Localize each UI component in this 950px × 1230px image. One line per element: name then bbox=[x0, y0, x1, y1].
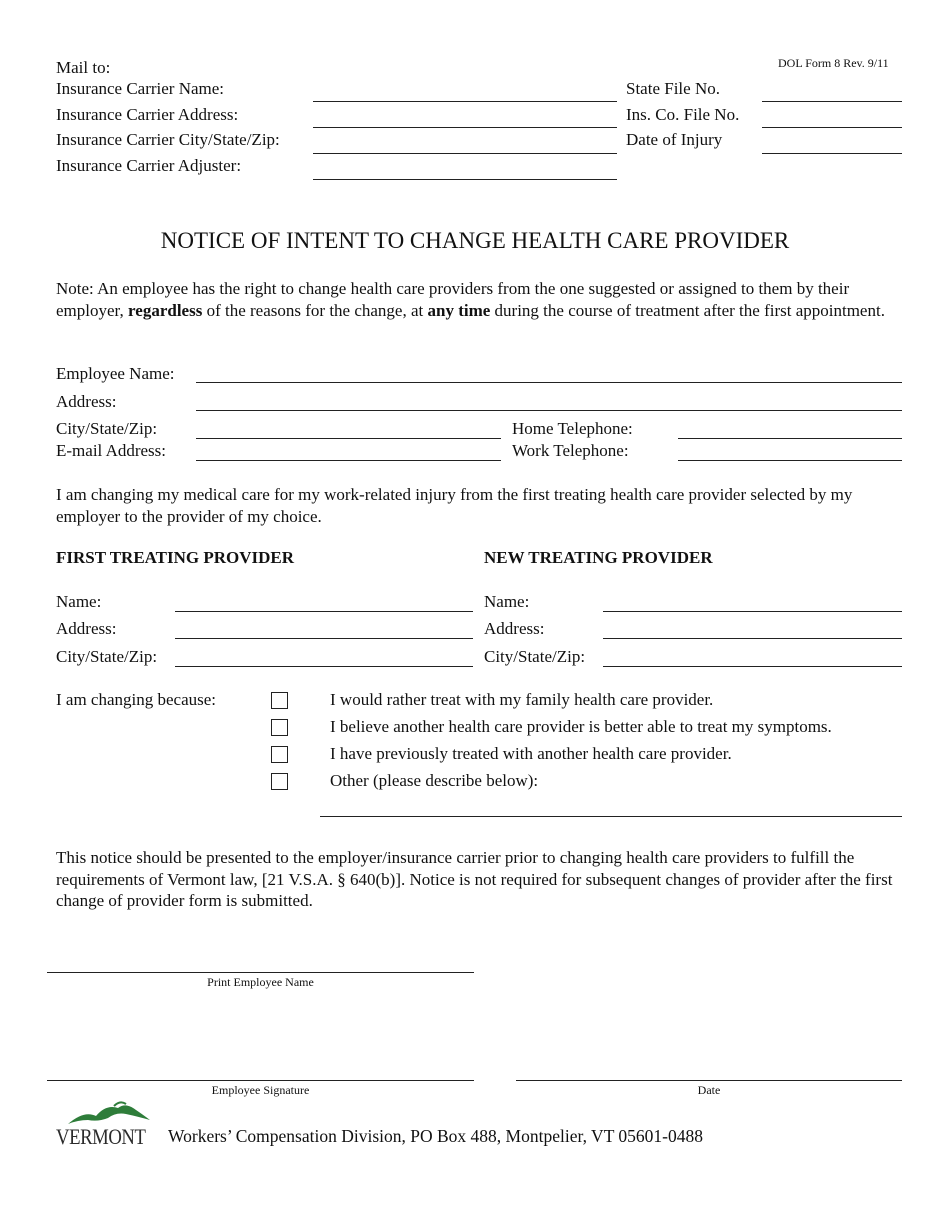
state-file-label: State File No. bbox=[626, 79, 720, 98]
new-provider-address-label: Address: bbox=[484, 619, 545, 638]
carrier-name-label: Insurance Carrier Name: bbox=[56, 79, 225, 98]
first-provider-name-label: Name: bbox=[56, 592, 102, 611]
first-provider-city-label: City/State/Zip: bbox=[56, 647, 158, 666]
carrier-name-field[interactable] bbox=[313, 101, 617, 102]
first-provider-heading: FIRST TREATING PROVIDER bbox=[56, 548, 295, 567]
date-caption: Date bbox=[697, 1083, 721, 1097]
first-provider-city-field[interactable] bbox=[175, 666, 473, 667]
new-provider-city-label: City/State/Zip: bbox=[484, 647, 586, 666]
work-phone-field[interactable] bbox=[678, 460, 902, 461]
carrier-city-label: Insurance Carrier City/State/Zip: bbox=[56, 130, 280, 149]
reason-family-label: I would rather treat with my family health care provider. bbox=[330, 690, 714, 709]
reason-family-checkbox[interactable] bbox=[271, 692, 288, 709]
new-provider-city-field[interactable] bbox=[603, 666, 902, 667]
new-provider-address-field[interactable] bbox=[603, 638, 902, 639]
print-name-field[interactable] bbox=[47, 972, 474, 973]
reason-other-checkbox[interactable] bbox=[271, 773, 288, 790]
reason-previous-provider-label: I have previously treated with another health care provider. bbox=[330, 744, 732, 763]
state-file-field[interactable] bbox=[762, 101, 902, 102]
reasons-label: I am changing because: bbox=[56, 690, 217, 709]
employee-name-field[interactable] bbox=[196, 382, 902, 383]
employee-address-field[interactable] bbox=[196, 410, 902, 411]
footer-address: Workers’ Compensation Division, PO Box 488, Montpelier, VT 05601-0488 bbox=[168, 1126, 704, 1146]
ins-co-file-field[interactable] bbox=[762, 127, 902, 128]
reason-previous-provider-checkbox[interactable] bbox=[271, 746, 288, 763]
home-phone-field[interactable] bbox=[678, 438, 902, 439]
reason-better-provider-label: I believe another health care provider is better able to treat my symptoms. bbox=[330, 717, 832, 736]
vermont-logo bbox=[56, 1098, 156, 1150]
other-reason-field[interactable] bbox=[320, 816, 902, 817]
carrier-address-field[interactable] bbox=[313, 127, 617, 128]
employee-name-label: Employee Name: bbox=[56, 364, 175, 383]
date-of-injury-field[interactable] bbox=[762, 153, 902, 154]
page-title: NOTICE OF INTENT TO CHANGE HEALTH CARE PROVIDER bbox=[160, 228, 790, 253]
first-provider-name-field[interactable] bbox=[175, 611, 473, 612]
signature-field[interactable] bbox=[47, 1080, 474, 1081]
carrier-address-label: Insurance Carrier Address: bbox=[56, 105, 239, 124]
date-field[interactable] bbox=[516, 1080, 902, 1081]
first-provider-address-label: Address: bbox=[56, 619, 117, 638]
ins-co-file-label: Ins. Co. File No. bbox=[626, 105, 740, 124]
carrier-adjuster-label: Insurance Carrier Adjuster: bbox=[56, 156, 242, 175]
change-statement: I am changing my medical care for my work-related injury from the first treating health care provider selected by my employer to the provider of my choice. bbox=[56, 485, 853, 526]
carrier-adjuster-field[interactable] bbox=[313, 179, 617, 180]
reason-other-label: Other (please describe below): bbox=[330, 771, 539, 790]
new-provider-heading: NEW TREATING PROVIDER bbox=[484, 548, 713, 567]
rights-note: Note: An employee has the right to change health care providers from the one suggested or assigned to them by their employer, regardless of the reasons for the change, at any time during the course of treatment after the first appointment. bbox=[56, 279, 885, 320]
new-provider-name-label: Name: bbox=[484, 592, 530, 611]
employee-city-field[interactable] bbox=[196, 438, 501, 439]
signature-caption: Employee Signature bbox=[211, 1083, 310, 1097]
mail-to-label: Mail to: bbox=[56, 58, 111, 77]
vermont-logo-text: VERMONT bbox=[56, 1124, 146, 1149]
legal-notice: This notice should be presented to the employer/insurance carrier prior to changing health care providers to fulfill the requirements of Vermont law, [21 V.S.A. § 640(b)]. Notice is not required for subsequent changes of provider after the first change of provider form is submitted. bbox=[56, 848, 893, 910]
employee-city-label: City/State/Zip: bbox=[56, 419, 158, 438]
employee-email-label: E-mail Address: bbox=[56, 441, 167, 460]
form-id: DOL Form 8 Rev. 9/11 bbox=[778, 56, 889, 70]
employee-email-field[interactable] bbox=[196, 460, 501, 461]
first-provider-address-field[interactable] bbox=[175, 638, 473, 639]
carrier-city-field[interactable] bbox=[313, 153, 617, 154]
reason-better-provider-checkbox[interactable] bbox=[271, 719, 288, 736]
work-phone-label: Work Telephone: bbox=[512, 441, 629, 460]
date-of-injury-label: Date of Injury bbox=[626, 130, 723, 149]
home-phone-label: Home Telephone: bbox=[512, 419, 633, 438]
employee-address-label: Address: bbox=[56, 392, 117, 411]
print-name-caption: Print Employee Name bbox=[207, 975, 314, 989]
new-provider-name-field[interactable] bbox=[603, 611, 902, 612]
